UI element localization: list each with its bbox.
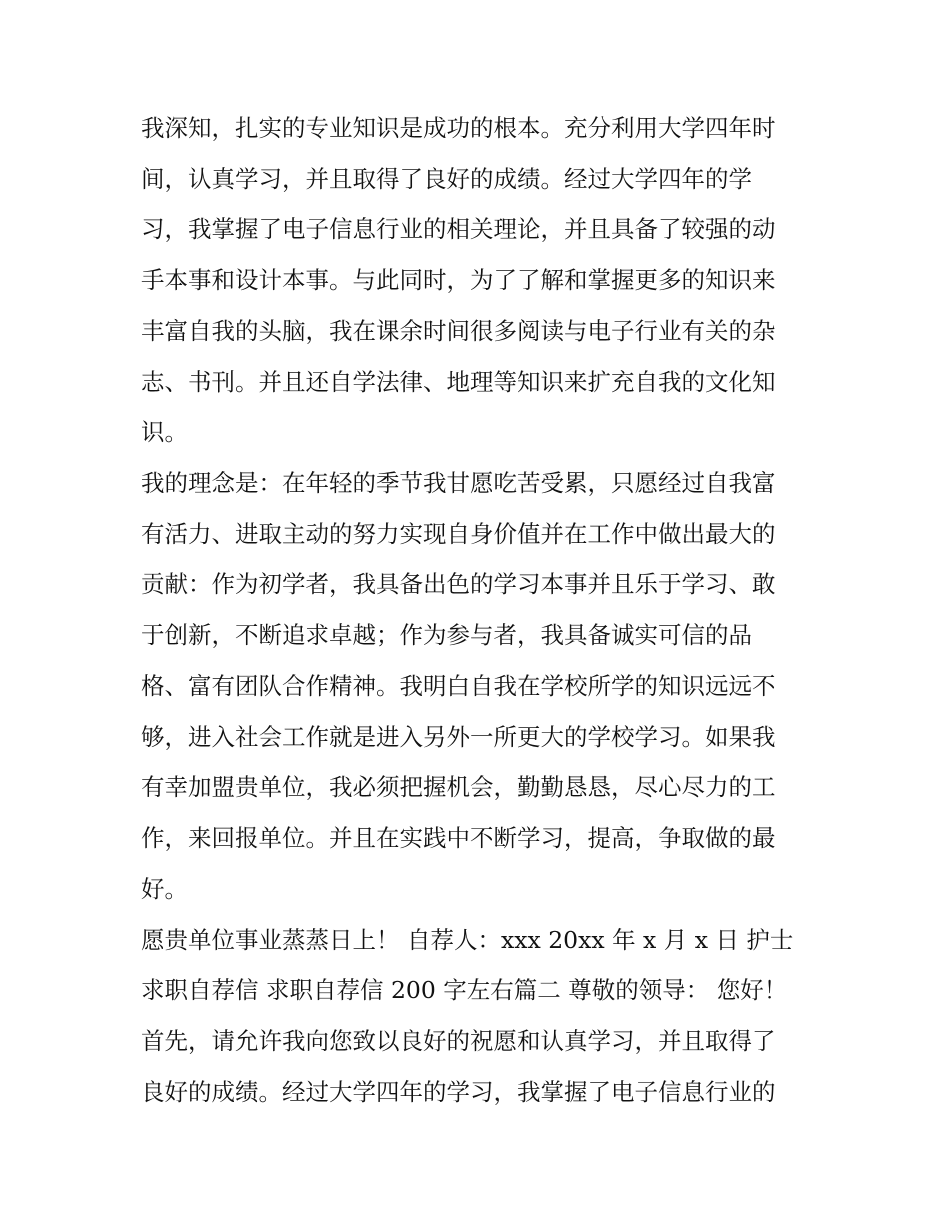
text-line: 良好的成绩。经过大学四年的学习，我掌握了电子信息行业的 [141,1078,776,1106]
text-line: 丰富自我的头脑，我在课余时间很多阅读与电子行业有关的杂 [141,317,776,345]
text-line: 我深知，扎实的专业知识是成功的根本。充分利用大学四年时 [141,114,776,142]
text-line: 于创新，不断追求卓越；作为参与者，我具备诚实可信的品 [141,621,752,649]
text-line: 作，来回报单位。并且在实践中不断学习，提高，争取做的最 [141,824,776,852]
text-line: 识。 [141,418,188,446]
text-line: 愿贵单位事业蒸蒸日上！ 自荐人：xxx 20xx 年 x 月 x 日 护士 [141,926,794,954]
text-line: 我的理念是：在年轻的季节我甘愿吃苦受累，只愿经过自我富 [141,469,776,497]
text-line: 志、书刊。并且还自学法律、地理等知识来扩充自我的文化知 [141,368,776,396]
text-line: 够，进入社会工作就是进入另外一所更大的学校学习。如果我 [141,723,776,751]
text-line: 求职自荐信 求职自荐信 200 字左右篇二 尊敬的领导： 您好！ [141,976,788,1004]
text-line: 格、富有团队合作精神。我明白自我在学校所学的知识远远不 [141,672,776,700]
text-line: 有幸加盟贵单位，我必须把握机会，勤勤恳恳，尽心尽力的工 [141,773,776,801]
text-line: 手本事和设计本事。与此同时，为了了解和掌握更多的知识来 [141,266,776,294]
text-line: 首先，请允许我向您致以良好的祝愿和认真学习，并且取得了 [141,1027,776,1055]
text-line: 贡献：作为初学者，我具备出色的学习本事并且乐于学习、敢 [141,570,776,598]
text-line: 好。 [141,875,188,903]
text-line: 间，认真学习，并且取得了良好的成绩。经过大学四年的学 [141,165,752,193]
text-line: 习，我掌握了电子信息行业的相关理论，并且具备了较强的动 [141,215,776,243]
text-line: 有活力、进取主动的努力实现自身价值并在工作中做出最大的 [141,520,776,548]
